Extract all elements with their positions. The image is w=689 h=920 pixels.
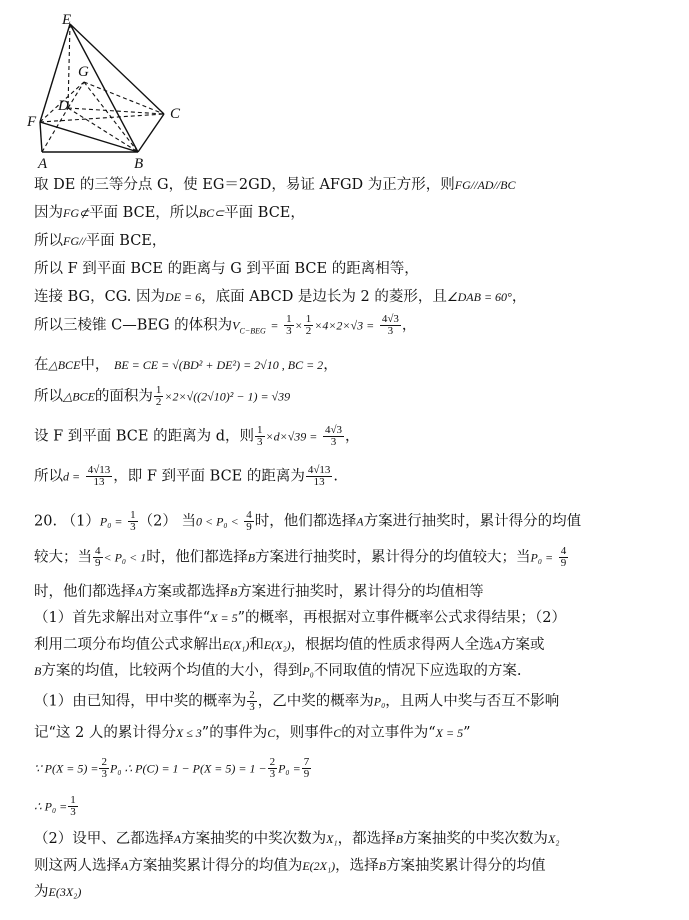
solution-line-3: ∵ P(X = 5) = $\frac{2}{3}$ P₀ ∴ P(C) = 1 − P(X = 5) = 1 − $\frac{2}{3}$ P₀ = $\frac{7}{9}$ [34,756,310,780]
label-b: B [134,156,144,170]
text-line-8: 所以△BCE的面积为 $\frac{1}{2}$ ×2×√((2√10)² − 1) = √39 [34,384,291,408]
analysis-line-2: 利用二项分布均值公式求解出E(X₁)和E(X₂)，根据均值的性质求得两人全选A方案或 [34,637,545,653]
question-20-line-2: 较大；当 $\frac{4}{9}$ < P₀ < 1时，他们都选择B方案进行抽奖时，累计得分的均值较大；当P₀ = $\frac{4}{9}$ [34,545,567,569]
text-line-3: 所以FG//平面 BCE， [34,233,167,249]
label-f: F [27,114,37,130]
analysis-line-3: B方案的均值，比较两个均值的大小，得到P₀不同取值的情况下应选取的方案. [34,663,522,679]
text-line-6: 所以三棱锥 C—BEG 的体积为$V_{C-BEG}$ = $\frac{1}{3}$ × $\frac{1}{2}$ ×4×2×√3 = $\frac{4√3}{3}$ ， [34,313,417,337]
text-line-9: 设 F 到平面 BCE 的距离为 d，则 $\frac{1}{3}$ ×d×√39 = $\frac{4√3}{3}$ ， [34,424,360,448]
pyramid-figure [22,10,212,170]
question-20-line-3: 时，他们都选择A方案或都选择B方案进行抽奖时，累计得分的均值相等 [34,584,484,600]
solution-line-7: 为E(3X₂) [34,884,82,900]
label-d: D [58,98,69,114]
text-line-5: 连接 BG，CG. 因为DE = 6，底面 ABCD 是边长为 2 的菱形，且∠DAB = 60°， [34,289,527,305]
solution-line-2: 记“这 2 人的累计得分X ≤ 3”的事件为C，则事件C的对立事件为“X = 5” [34,725,471,741]
solution-line-5: （2）设甲、乙都选择A方案抽奖的中奖次数为X₁，都选择B方案抽奖的中奖次数为X₂ [34,831,560,847]
solution-line-6: 则这两人选择A方案抽奖累计得分的均值为E(2X₁)，选择B方案抽奖累计得分的均值 [34,858,546,874]
text-line-7: 在△BCE中， BE = CE = √(BD² + DE²) = 2√10 , BC = 2， [34,357,338,373]
label-g: G [78,64,89,80]
text-line-4: 所以 F 到平面 BCE 的距离与 G 到平面 BCE 的距离相等， [34,261,419,277]
text-line-2: 因为FG⊄平面 BCE，所以BC⊂平面 BCE， [34,205,305,221]
solution-line-1: （1）由已知得，甲中奖的概率为 $\frac{2}{3}$ ，乙中奖的概率为P₀，且两人中奖与否互不影响 [34,689,560,713]
label-a: A [38,156,48,170]
text-line-10: 所以d = $\frac{4√13}{13}$ ，即 F 到平面 BCE 的距离为 $\frac{4√13}{13}$ . [34,464,339,488]
analysis-line-1: （1）首先求解出对立事件“X = 5”的概率，再根据对立事件概率公式求得结果；（2） [34,610,566,626]
solution-line-4: ∴ P₀ = $\frac{1}{3}$ [34,794,76,818]
label-c: C [170,106,181,122]
text-line-1: 取 DE 的三等分点 G，使 EG＝2GD，易证 AFGD 为正方形，则FG//AD//BC [34,177,516,193]
question-20-line-1: 20. （1）P₀ = $\frac{1}{3}$ （2） 当0 < P₀ < $\frac{4}{9}$ 时，他们都选择A方案进行抽奖时，累计得分的均值 [34,509,582,533]
label-e: E [62,12,72,28]
